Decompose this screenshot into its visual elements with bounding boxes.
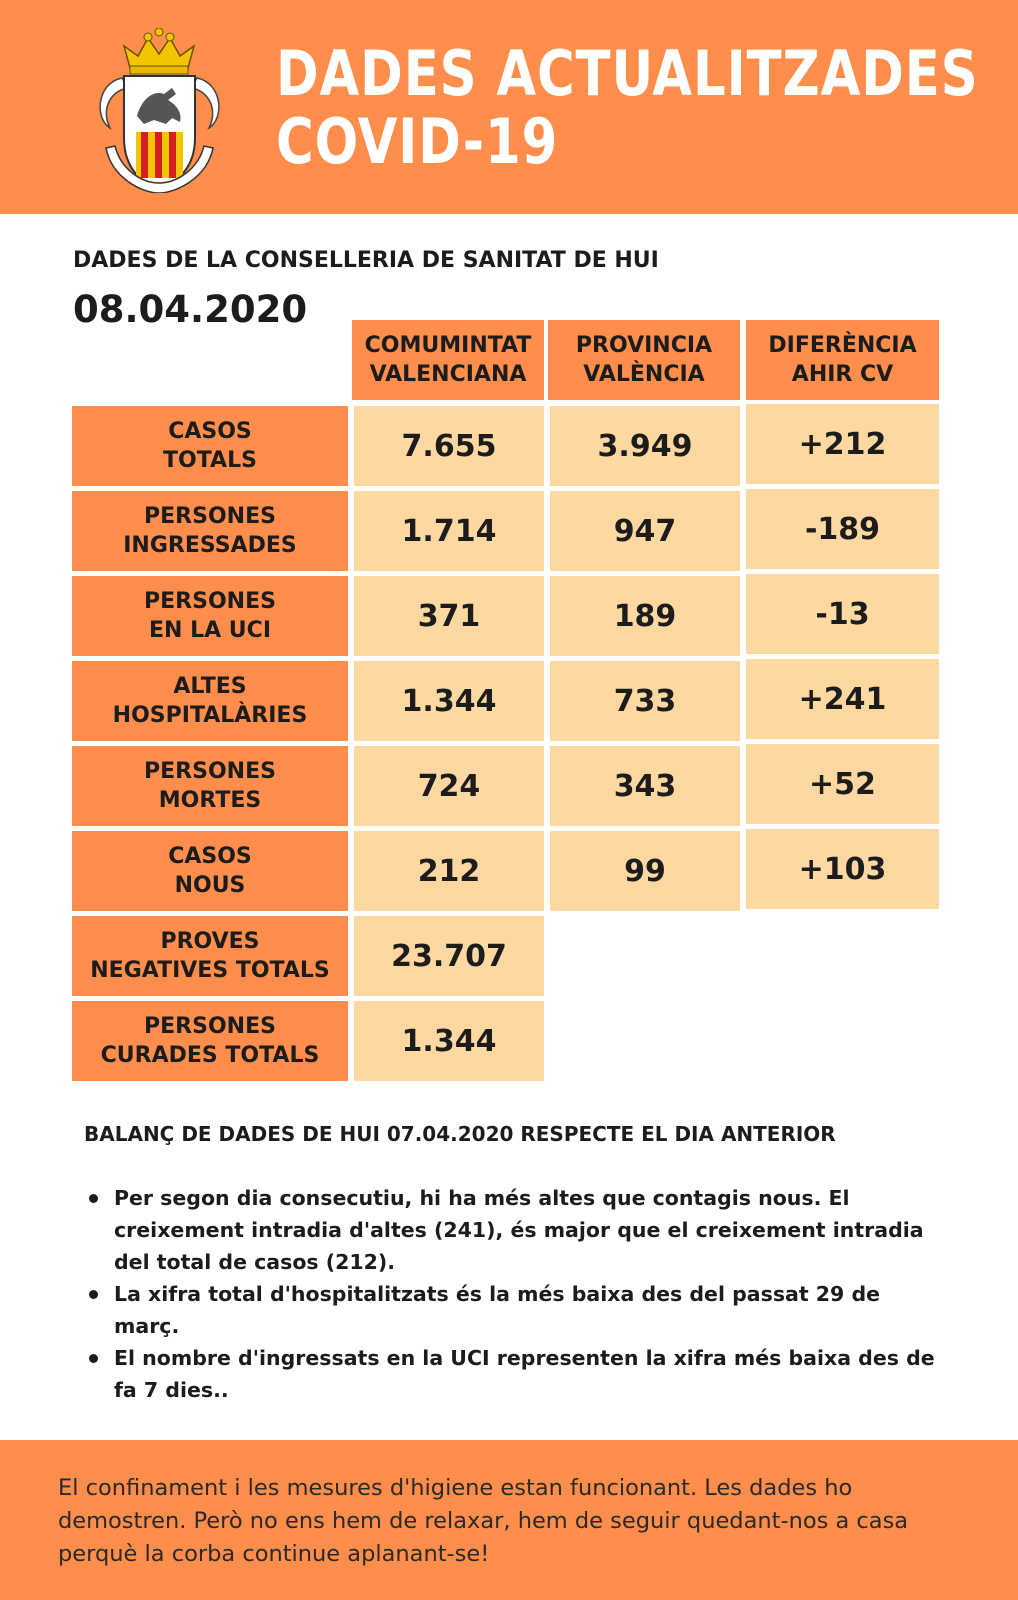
row-label-line: PERSONES	[144, 759, 276, 784]
row-label-line: NOUS	[174, 873, 246, 898]
row-label-casos-nous	[72, 831, 348, 911]
footer-message: El confinament i les mesures d'higiene estan funcionant. Les dades ho demostren. Però no ens hem de relaxar, hem de seguir quedant-nos a casa perquè la corba continue aplanant-se!	[58, 1475, 909, 1567]
bullet-text: La xifra total d'hospitalitzats és la més baixa des del passat 29 de març.	[114, 1282, 881, 1338]
column-header-line: VALÈNCIA	[583, 362, 705, 387]
row-label-altes-hospitalaries	[72, 661, 348, 741]
page-title	[276, 37, 979, 178]
list-item	[84, 1342, 944, 1406]
column-header-line: DIFERÈNCIA	[768, 333, 917, 358]
bullet-text: El nombre d'ingressats en la UCI representen la xifra més baixa des de fa 7 dies..	[114, 1346, 935, 1402]
bullet-dot-icon	[89, 1290, 98, 1299]
row-label-line: CASOS	[168, 844, 252, 869]
cell-diff-casos-totals: +212	[746, 404, 939, 484]
cell-prov-altes-hospitalaries: 733	[550, 661, 740, 741]
column-header-comunitat	[352, 320, 544, 400]
row-label-line: EN LA UCI	[149, 618, 271, 643]
row-label-line: TOTALS	[163, 448, 257, 473]
cell-cv-casos-totals: 7.655	[354, 406, 544, 486]
cell-diff-persones-mortes: +52	[746, 744, 939, 824]
cell-cv-altes-hospitalaries: 1.344	[354, 661, 544, 741]
row-label-line: HOSPITALÀRIES	[112, 703, 308, 728]
cell-prov-persones-mortes: 343	[550, 746, 740, 826]
row-label-proves-negatives	[72, 916, 348, 996]
bullet-text: Per segon dia consecutiu, hi ha més altes que contagis nous. El creixement intradia d'altes (241), és major que el creixement intradia del total de casos (212).	[114, 1186, 924, 1274]
source-subtitle: DADES DE LA CONSELLERIA DE SANITAT DE HUI	[73, 248, 659, 273]
cell-diff-casos-nous: +103	[746, 829, 939, 909]
row-label-line: CASOS	[168, 419, 252, 444]
bullet-dot-icon	[89, 1194, 98, 1203]
cell-prov-casos-totals: 3.949	[550, 406, 740, 486]
row-label-line: PERSONES	[144, 504, 276, 529]
cell-diff-persones-ingressades: -189	[746, 489, 939, 569]
cell-cv-proves-negatives: 23.707	[354, 916, 544, 996]
row-label-casos-totals	[72, 406, 348, 486]
cell-prov-persones-ingressades: 947	[550, 491, 740, 571]
cell-cv-persones-uci: 371	[354, 576, 544, 656]
row-label-persones-mortes	[72, 746, 348, 826]
column-header-line: AHIR CV	[791, 362, 894, 387]
balance-bullet-list	[84, 1182, 944, 1406]
bullet-dot-icon	[89, 1354, 98, 1363]
row-label-line: MORTES	[158, 788, 262, 813]
row-label-line: PERSONES	[144, 1014, 276, 1039]
balance-heading: BALANÇ DE DADES DE HUI 07.04.2020 RESPECTE EL DIA ANTERIOR	[84, 1122, 836, 1146]
report-date: 08.04.2020	[73, 288, 308, 331]
column-header-line: VALENCIANA	[369, 362, 527, 387]
column-header-provincia	[548, 320, 740, 400]
row-label-line: INGRESSADES	[123, 533, 297, 558]
cell-cv-persones-mortes: 724	[354, 746, 544, 826]
row-label-line: PROVES	[160, 929, 260, 954]
column-header-line: COMUMINTAT	[364, 333, 532, 358]
row-label-persones-ingressades	[72, 491, 348, 571]
row-label-line: PERSONES	[144, 589, 276, 614]
title-line-1: DADES ACTUALITZADES	[276, 37, 979, 110]
town-crest-logo	[92, 28, 227, 193]
cell-diff-persones-uci: -13	[746, 574, 939, 654]
cell-prov-persones-uci: 189	[550, 576, 740, 656]
title-line-2: COVID-19	[276, 105, 559, 178]
row-label-persones-uci	[72, 576, 348, 656]
row-label-line: NEGATIVES TOTALS	[90, 958, 330, 983]
list-item	[84, 1278, 944, 1342]
cell-diff-altes-hospitalaries: +241	[746, 659, 939, 739]
row-label-line: CURADES TOTALS	[100, 1043, 320, 1068]
list-item	[84, 1182, 944, 1278]
row-label-line: ALTES	[173, 674, 247, 699]
cell-prov-casos-nous: 99	[550, 831, 740, 911]
column-header-diferencia	[746, 320, 939, 400]
cell-cv-persones-ingressades: 1.714	[354, 491, 544, 571]
cell-cv-casos-nous: 212	[354, 831, 544, 911]
row-label-persones-curades	[72, 1001, 348, 1081]
cell-cv-persones-curades: 1.344	[354, 1001, 544, 1081]
column-header-line: PROVINCIA	[575, 333, 713, 358]
